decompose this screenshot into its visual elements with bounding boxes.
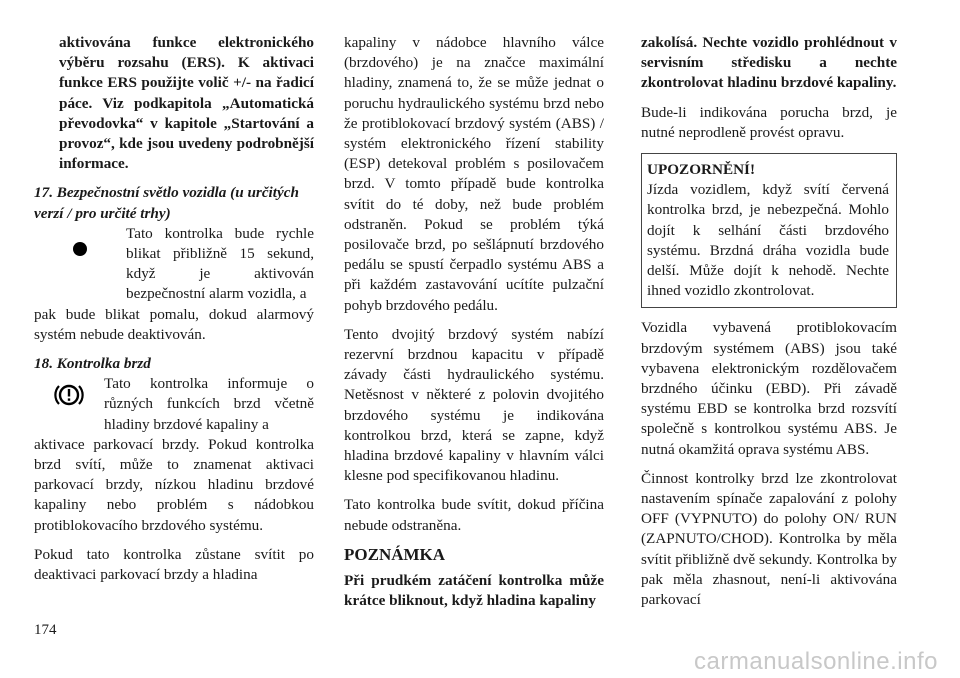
column-2: [344, 33, 604, 620]
col1-last-paragraph: Pokud tato kontrolka zůstane svítit po deaktivaci parkovací brzdy a hladina: [34, 545, 314, 584]
item-18-caption: 18. Kontrolka brzd: [34, 355, 151, 373]
page-number: 174: [34, 622, 57, 638]
col3-paragraph-1: zakolísá. Nechte vozidlo prohlédnout v servisním středisku a nechte zkontrolovat hladinu brzdové kapaliny.: [641, 34, 897, 92]
item-17-side-text: Tato kontrolka bude rychle blikat přibližně 15 sekund, když je aktivován bezpečnostní alarm vozidla, a: [126, 224, 314, 303]
col2-paragraph-3: Tato kontrolka bude svítit, dokud příčina nebude odstraněna.: [344, 496, 604, 534]
col3-paragraph-2: Bude-li indikována porucha brzd, je nutné neprodleně provést opravu.: [641, 103, 897, 141]
column-3: [641, 33, 897, 619]
security-light-dot-icon: [73, 242, 87, 256]
brake-warning-icon: [54, 382, 84, 408]
col3-paragraph-3: Vozidla vybavená protiblokovacím brzdovým systémem (ABS) jsou také vybavena elektronickým rozdělovačem brzdného účinku (EBD). Při závadě systému EBD se kontrolka brzd rozsvítí společně s kontrolkou systému ABS. Je nutná okamžitá oprava systému ABS.: [641, 319, 897, 458]
watermark: carmanualsonline.info: [694, 648, 938, 675]
item-17-row: [34, 224, 314, 305]
item-17-caption: 17. Bezpečnostní světlo vozidla (u určitých verzí / pro určité trhy): [34, 184, 299, 222]
item-18-continued: aktivace parkovací brzdy. Pokud kontrolka brzd svítí, může to znamenat aktivaci parkovací brzdy, nízkou hladinu brzdové kapaliny nebo problém s nádobkou protiblokovacího brzdového systému.: [34, 435, 314, 534]
item-18-row: [34, 374, 314, 435]
item-17-continued: pak bude blikat pomalu, dokud alarmový systém nebude deaktivován.: [34, 305, 314, 343]
column-1: [34, 33, 314, 594]
note-heading: POZNÁMKA: [344, 544, 446, 564]
warning-box: [641, 153, 897, 308]
col2-paragraph-1: kapaliny v nádobce hlavního válce (brzdového) je na značce maximální hladiny, znamená to, že se může jednat o poruchu hydraulického systému brzd nebo že protiblokovací brzdový systém (ABS) / systém elektronického řízení stability (ESP) detekoval problém s posilovačem brzd. V tomto případě bude kontrolka svítit do té doby, než bude problém odstraněn. Pokud se problém týká posilovače brzd, po sešlápnutí brzdového pedálu se spustí čerpadlo systému ABS a při každém zastavování ucítíte pulzační pohyb brzdového pedálu.: [344, 34, 604, 314]
ers-paragraph: aktivována funkce elektronického výběru rozsahu (ERS). K aktivaci funkce ERS použijte volič +/- na řadicí páce. Viz podkapitola „Automatická převodovka“ v kapitole „Startování a provoz“, kde jsou uvedeny podrobnější informace.: [59, 34, 314, 173]
warning-text: Jízda vozidlem, když svítí červená kontrolka brzd, je nebezpečná. Mohlo dojít k selhání části brzdového systému. Brzdná dráha vozidla bude delší. Může dojít k nehodě. Nechte ihned vozidlo zkontrolovat.: [647, 181, 889, 300]
col3-paragraph-4: Činnost kontrolky brzd lze zkontrolovat nastavením spínače zapalování z polohy OFF (VYPNUTO) do polohy ON/ RUN (ZAPNUTO/CHOD). Kontrolka by měla svítit přibližně dvě sekundy. Kontrolka by pak měla zhasnout, není-li aktivována parkovací: [641, 469, 897, 609]
note-text: Při prudkém zatáčení kontrolka může krátce bliknout, když hladina kapaliny: [344, 572, 604, 610]
warning-title: UPOZORNĚNÍ!: [647, 161, 756, 179]
col2-paragraph-2: Tento dvojitý brzdový systém nabízí rezervní brzdnou kapacitu v případě závady části hydraulického systému. Netěsnost v některé z polovin dvojitého brzdového systému je indikována kontrolkou brzd, která se zapne, když hladina brzdové kapaliny v hlavním válci klesne pod specifikovanou hladinu.: [344, 325, 604, 485]
item-18-side-text: Tato kontrolka informuje o různých funkcích brzd včetně hladiny brzdové kapaliny a: [104, 375, 314, 433]
